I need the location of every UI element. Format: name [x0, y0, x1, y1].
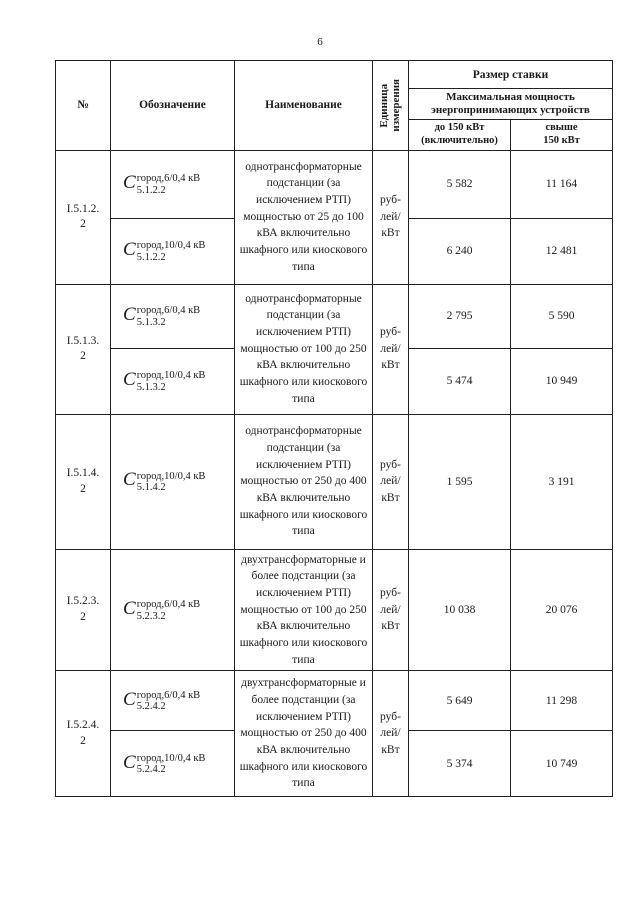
- row-code: [56, 150, 111, 284]
- header-col-up-line2: (включительно): [421, 134, 498, 146]
- rates-table: [55, 60, 613, 797]
- table-row: [56, 284, 613, 348]
- row-code-line2: 2: [80, 734, 86, 747]
- designation-superscript: город,10/0,4 кВ: [136, 370, 206, 382]
- header-unit-line2: измерения: [390, 78, 403, 132]
- designation-superscript: город,6/0,4 кВ: [136, 599, 201, 611]
- table-row: [56, 150, 613, 218]
- header-col-over-line2: 150 кВт: [543, 134, 580, 146]
- table-row: [56, 414, 613, 549]
- rate-over-150: 10 749: [511, 731, 613, 797]
- rate-over-150: 5 590: [511, 284, 613, 348]
- header-power: [409, 89, 613, 120]
- row-code-line1: I.5.1.4.: [66, 467, 100, 480]
- row-code: [56, 671, 111, 797]
- designation-subscript: 5.1.4.2: [136, 482, 166, 494]
- header-unit: [373, 61, 409, 151]
- row-code-line2: 2: [80, 350, 86, 363]
- designation-symbol: C: [123, 171, 136, 193]
- row-designation: [111, 284, 235, 348]
- table-row: [56, 549, 613, 671]
- designation-subscript: 5.2.4.2: [136, 701, 166, 713]
- header-rate: Размер ставки: [409, 61, 613, 89]
- row-code-line1: I.5.2.3.: [66, 595, 100, 608]
- row-designation: [111, 549, 235, 671]
- designation-subscript: 5.1.3.2: [136, 381, 166, 393]
- header-num: №: [56, 61, 111, 151]
- designation-subscript: 5.1.3.2: [136, 316, 166, 328]
- designation-symbol: C: [123, 751, 136, 773]
- designation-superscript: город,10/0,4 кВ: [136, 240, 206, 252]
- header-designation: Обозначение: [111, 61, 235, 151]
- row-code-line1: I.5.1.3.: [66, 334, 100, 347]
- table-header: [56, 61, 613, 151]
- row-code: [56, 549, 111, 671]
- designation-symbol: C: [123, 303, 136, 325]
- rate-over-150: 10 949: [511, 348, 613, 414]
- rate-over-150: 11 298: [511, 671, 613, 731]
- row-name: двухтрансформаторные и более подстанции (за исключением РТП) мощностью от 100 до 250 кВА включительно шкафного или киоскового типа: [235, 549, 373, 671]
- row-unit: руб-лей/ кВт: [373, 549, 409, 671]
- rate-up-to-150: 5 649: [409, 671, 511, 731]
- header-col-up-line1: до 150 кВт: [434, 122, 485, 134]
- page-number: 6: [317, 36, 323, 48]
- rate-over-150: 20 076: [511, 549, 613, 671]
- header-col-up-to-150: [409, 120, 511, 150]
- header-unit-line1: Единица: [378, 83, 391, 128]
- row-code-line2: 2: [80, 218, 86, 231]
- rate-up-to-150: 5 474: [409, 348, 511, 414]
- designation-symbol: C: [123, 368, 136, 390]
- row-designation: [111, 218, 235, 284]
- rate-up-to-150: 5 374: [409, 731, 511, 797]
- rate-up-to-150: 5 582: [409, 150, 511, 218]
- rate-over-150: 12 481: [511, 218, 613, 284]
- row-name: однотрансформаторные подстанции (за исключением РТП) мощностью от 100 до 250 кВА включительно шкафного или киоскового типа: [235, 284, 373, 414]
- designation-superscript: город,10/0,4 кВ: [136, 470, 206, 482]
- table-body: [56, 150, 613, 797]
- rate-over-150: 11 164: [511, 150, 613, 218]
- header-name: Наименование: [235, 61, 373, 151]
- row-name: двухтрансформаторные и более подстанции (за исключением РТП) мощностью от 250 до 400 кВА включительно шкафного или киоскового типа: [235, 671, 373, 797]
- designation-subscript: 5.1.2.2: [136, 251, 166, 263]
- designation-symbol: C: [123, 238, 136, 260]
- row-designation: [111, 731, 235, 797]
- row-designation: [111, 671, 235, 731]
- designation-subscript: 5.2.3.2: [136, 610, 166, 622]
- row-designation: [111, 150, 235, 218]
- table-row: [56, 671, 613, 731]
- designation-superscript: город,6/0,4 кВ: [136, 689, 201, 701]
- header-col-over-150: [511, 120, 613, 150]
- row-unit: руб-лей/ кВт: [373, 671, 409, 797]
- designation-subscript: 5.2.4.2: [136, 764, 166, 776]
- rate-up-to-150: 10 038: [409, 549, 511, 671]
- designation-symbol: C: [123, 469, 136, 491]
- designation-subscript: 5.1.2.2: [136, 184, 166, 196]
- row-name: однотрансформаторные подстанции (за исключением РТП) мощностью от 250 до 400 кВА включительно шкафного или киоскового типа: [235, 414, 373, 549]
- rate-up-to-150: 6 240: [409, 218, 511, 284]
- header-power-line2: энергопринимающих устройств: [431, 104, 590, 117]
- row-code: [56, 414, 111, 549]
- designation-symbol: C: [123, 688, 136, 710]
- header-col-over-line1: свыше: [545, 122, 578, 134]
- row-code-line2: 2: [80, 482, 86, 495]
- row-designation: [111, 348, 235, 414]
- row-name: однотрансформаторные подстанции (за исключением РТП) мощностью от 25 до 100 кВА включительно шкафного или киоскового типа: [235, 150, 373, 284]
- row-unit: руб-лей/ кВт: [373, 150, 409, 284]
- row-unit: руб-лей/ кВт: [373, 414, 409, 549]
- row-designation: [111, 414, 235, 549]
- row-code-line1: I.5.1.2.: [66, 202, 100, 215]
- designation-superscript: город,6/0,4 кВ: [136, 173, 201, 185]
- rate-over-150: 3 191: [511, 414, 613, 549]
- designation-symbol: C: [123, 597, 136, 619]
- row-code-line1: I.5.2.4.: [66, 719, 100, 732]
- rate-up-to-150: 2 795: [409, 284, 511, 348]
- rate-up-to-150: 1 595: [409, 414, 511, 549]
- row-code-line2: 2: [80, 610, 86, 623]
- header-power-line1: Максимальная мощность: [446, 91, 575, 103]
- row-code: [56, 284, 111, 414]
- designation-superscript: город,6/0,4 кВ: [136, 305, 201, 317]
- designation-superscript: город,10/0,4 кВ: [136, 752, 206, 764]
- row-unit: руб-лей/ кВт: [373, 284, 409, 414]
